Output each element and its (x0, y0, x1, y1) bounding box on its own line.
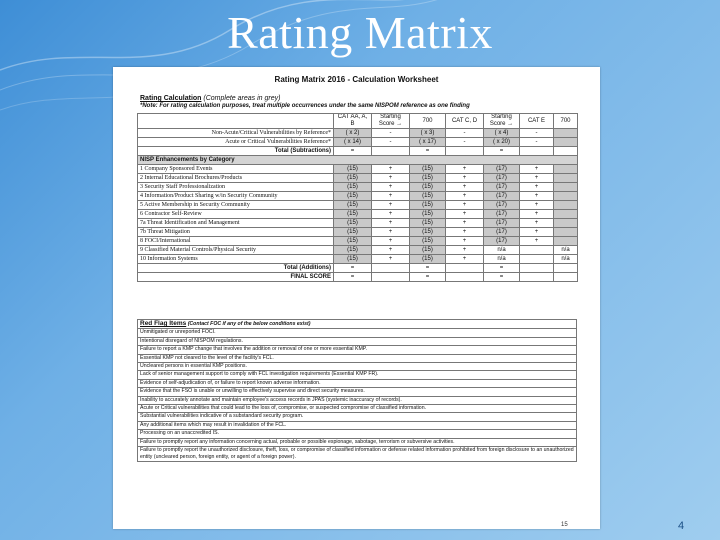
enh-op2: + (446, 210, 484, 219)
calc-note: *Note: For rating calculation purposes, treat multiple occurrences under the same NISPOM reference as one finding (140, 103, 470, 109)
enh-op1: + (372, 201, 410, 210)
enh-label: 7a Threat Identification and Management (138, 219, 334, 228)
calc-heading (140, 95, 280, 102)
enh-row (138, 174, 578, 183)
enh-end (554, 219, 578, 228)
total-add-v2: = (410, 264, 446, 273)
vuln-cat3[interactable]: ( x 4) (484, 129, 520, 138)
enh-v3[interactable]: (17) (484, 228, 520, 237)
document-page-number: 15 (561, 522, 568, 528)
enh-v3[interactable]: (17) (484, 210, 520, 219)
enh-op1: + (372, 174, 410, 183)
red-flag-item: Evidence that the FSO is unable or unwilling to effectively supervise and direct security measures. (138, 388, 577, 396)
enh-v1[interactable]: (15) (334, 174, 372, 183)
enh-v1[interactable]: (15) (334, 201, 372, 210)
enh-v1[interactable]: (15) (334, 246, 372, 255)
enh-label: 2 Internal Educational Brochures/Products (138, 174, 334, 183)
red-flag-header-row (138, 320, 577, 329)
enh-op3 (520, 255, 554, 264)
enh-label: 6 Contractor Self-Review (138, 210, 334, 219)
enh-label: 5 Active Membership in Security Community (138, 201, 334, 210)
enh-v3[interactable]: (17) (484, 174, 520, 183)
enh-end (554, 174, 578, 183)
red-flag-item: Failure to report a KMP change that involves the addition or removal of one or more essential KMP. (138, 346, 577, 354)
blank-cell (372, 147, 410, 156)
enh-op1: + (372, 255, 410, 264)
enh-op2: + (446, 219, 484, 228)
red-flag-note: (Contact FOC if any of the below conditions exist) (187, 321, 311, 327)
red-flag-item: Lack of senior management support to comply with FCL investigation requirements (Essential KMP FR). (138, 371, 577, 379)
enh-op3: + (520, 201, 554, 210)
vuln-op1: - (372, 138, 410, 147)
blank-cell (446, 147, 484, 156)
enh-v2[interactable]: (15) (410, 255, 446, 264)
vuln-op2: - (446, 129, 484, 138)
red-flag-item: Uncleared persons in essential KMP positions. (138, 363, 577, 371)
enh-row (138, 246, 578, 255)
vuln-op2: - (446, 138, 484, 147)
red-flag-item: Any additional items which may result in invalidation of the FCL. (138, 421, 577, 429)
enh-end (554, 228, 578, 237)
red-flag-item: Processing on an unaccredited IS. (138, 430, 577, 438)
total-add-v1: = (334, 264, 372, 273)
header-blank (138, 114, 334, 129)
red-flag-table (137, 319, 577, 462)
enh-label: 8 FOCI/International (138, 237, 334, 246)
enh-op3: + (520, 237, 554, 246)
enh-v3[interactable]: (17) (484, 201, 520, 210)
enh-v2[interactable]: (15) (410, 174, 446, 183)
enh-v2[interactable]: (15) (410, 237, 446, 246)
enh-v2[interactable]: (15) (410, 228, 446, 237)
enh-op2: + (446, 192, 484, 201)
red-flag-heading (138, 320, 577, 329)
enh-v1[interactable]: (15) (334, 183, 372, 192)
calc-heading-note: (Complete areas in grey) (203, 95, 281, 102)
vuln-end (554, 129, 578, 138)
enh-op1: + (372, 228, 410, 237)
enh-op1: + (372, 237, 410, 246)
enh-row (138, 255, 578, 264)
enh-row (138, 228, 578, 237)
enh-v2[interactable]: (15) (410, 210, 446, 219)
enh-op2: + (446, 237, 484, 246)
vuln-end (554, 138, 578, 147)
final-score-label: FINAL SCORE (138, 273, 334, 282)
red-flag-item: Essential KMP not cleared to the level of the facility's FCL. (138, 354, 577, 362)
enh-op3: + (520, 183, 554, 192)
worksheet-document (113, 67, 600, 529)
enh-row (138, 237, 578, 246)
vuln-row (138, 129, 578, 138)
enh-op1: + (372, 165, 410, 174)
vuln-label: Non-Acute/Critical Vulnerabilities by Reference* (138, 129, 334, 138)
enh-op3: + (520, 165, 554, 174)
vuln-label: Acute or Critical Vulnerabilities Reference* (138, 138, 334, 147)
enh-op3: + (520, 192, 554, 201)
blank-cell (372, 264, 410, 273)
enh-op1: + (372, 219, 410, 228)
enh-v3: n/a (484, 246, 520, 255)
final-score-row (138, 273, 578, 282)
enh-row (138, 219, 578, 228)
red-flag-item: Acute or Critical vulnerabilities that could lead to the loss of, compromise, or suspected compromise of classified information. (138, 405, 577, 413)
enh-label: 9 Classified Material Controls/Physical Security (138, 246, 334, 255)
enh-op2: + (446, 183, 484, 192)
enh-op2: + (446, 174, 484, 183)
enh-v2[interactable]: (15) (410, 201, 446, 210)
enh-row (138, 183, 578, 192)
vuln-cat1[interactable]: ( x 14) (334, 138, 372, 147)
final-v1: = (334, 273, 372, 282)
red-flag-item: Evidence of self-adjudication of, or failure to report known adverse information. (138, 379, 577, 387)
header-score3: 700 (554, 114, 578, 129)
header-score1: 700 (410, 114, 446, 129)
enh-v3: n/a (484, 255, 520, 264)
enh-v3[interactable]: (17) (484, 219, 520, 228)
red-flag-title: Red Flag Items (140, 320, 187, 327)
vuln-cat1[interactable]: ( x 2) (334, 129, 372, 138)
enh-op3: + (520, 219, 554, 228)
enh-v3[interactable]: (17) (484, 183, 520, 192)
blank-cell (554, 147, 578, 156)
enh-label: 3 Security Staff Professionalization (138, 183, 334, 192)
enh-v2[interactable]: (15) (410, 219, 446, 228)
header-start2: Starting Score → (484, 114, 520, 129)
blank-cell (446, 273, 484, 282)
slide-title: Rating Matrix (227, 7, 493, 58)
enh-v2[interactable]: (15) (410, 183, 446, 192)
enh-end: n/a (554, 246, 578, 255)
total-sub-v3: = (484, 147, 520, 156)
enh-op3: + (520, 174, 554, 183)
red-flag-item: Failure to promptly report the unauthorized disclosure, theft, loss, or compromise of classified information or defense related information prohibited from foreign disclosure to an unauthorized entity (uncleared person, foreign entity, or agent of a foreign power). (138, 447, 577, 462)
enh-end (554, 165, 578, 174)
enh-v1[interactable]: (15) (334, 219, 372, 228)
enh-v1[interactable]: (15) (334, 228, 372, 237)
blank-cell (554, 273, 578, 282)
enh-end (554, 183, 578, 192)
red-flag-item: Unmitigated or unreported FOCI. (138, 329, 577, 337)
red-flag-item: Inability to accurately annotate and maintain employee's access records in JPAS (systemic inaccuracy of records). (138, 396, 577, 404)
enh-v1[interactable]: (15) (334, 237, 372, 246)
enh-v1[interactable]: (15) (334, 192, 372, 201)
final-v3: = (484, 273, 520, 282)
enh-end (554, 201, 578, 210)
enh-label: 10 Information Systems (138, 255, 334, 264)
blank-cell (446, 264, 484, 273)
document-title: Rating Matrix 2016 - Calculation Worksheet (274, 75, 439, 84)
total-sub-v1: = (334, 147, 372, 156)
enh-op1: + (372, 210, 410, 219)
enh-op1: + (372, 246, 410, 255)
enh-op2: + (446, 228, 484, 237)
vuln-row (138, 138, 578, 147)
red-flag-item: Substantial vulnerabilities indicative of a substandard security program. (138, 413, 577, 421)
calc-heading-label: Rating Calculation (140, 95, 202, 102)
enh-op2: + (446, 165, 484, 174)
enh-op3 (520, 246, 554, 255)
enh-op1: + (372, 183, 410, 192)
blank-cell (520, 147, 554, 156)
slide-number: 4 (678, 520, 685, 532)
total-sub-row (138, 147, 578, 156)
header-cat3: CAT E (520, 114, 554, 129)
enh-v1[interactable]: (15) (334, 255, 372, 264)
enh-v1[interactable]: (15) (334, 165, 372, 174)
enh-label: 7b Threat Mitigation (138, 228, 334, 237)
red-flag-item: Failure to promptly report any information concerning actual, probable or possible espionage, sabotage, terrorism or subversive activities. (138, 438, 577, 446)
enh-v3[interactable]: (17) (484, 165, 520, 174)
enh-op1: + (372, 192, 410, 201)
enh-end (554, 237, 578, 246)
blank-cell (520, 273, 554, 282)
enh-op3: + (520, 210, 554, 219)
vuln-op3: - (520, 129, 554, 138)
total-sub-v2: = (410, 147, 446, 156)
enh-header-row (138, 156, 578, 165)
enh-op2: + (446, 201, 484, 210)
enh-v1[interactable]: (15) (334, 210, 372, 219)
enh-header: NISP Enhancements by Category (138, 156, 578, 165)
enh-op2: + (446, 246, 484, 255)
enh-end (554, 192, 578, 201)
enh-row (138, 165, 578, 174)
header-cat2: CAT C, D (446, 114, 484, 129)
vuln-cat2[interactable]: ( x 17) (410, 138, 446, 147)
enh-row (138, 210, 578, 219)
enh-row (138, 192, 578, 201)
header-cat1: CAT AA, A, B (334, 114, 372, 129)
enh-end (554, 210, 578, 219)
vuln-cat2[interactable]: ( x 3) (410, 129, 446, 138)
enh-label: 4 Information/Product Sharing w/in Security Community (138, 192, 334, 201)
calc-header-row (138, 114, 578, 129)
total-add-row (138, 264, 578, 273)
enh-v3[interactable]: (17) (484, 192, 520, 201)
header-start1: Starting Score → (372, 114, 410, 129)
enh-op3: + (520, 228, 554, 237)
vuln-cat3[interactable]: ( x 20) (484, 138, 520, 147)
calculation-table (137, 113, 578, 282)
total-add-label: Total (Additions) (138, 264, 334, 273)
vuln-op1: - (372, 129, 410, 138)
blank-cell (372, 273, 410, 282)
enh-v2[interactable]: (15) (410, 192, 446, 201)
total-add-v3: = (484, 264, 520, 273)
enh-v2[interactable]: (15) (410, 246, 446, 255)
vuln-op3: - (520, 138, 554, 147)
red-flag-item: Intentional disregard of NISPOM regulations. (138, 337, 577, 345)
enh-v2[interactable]: (15) (410, 165, 446, 174)
blank-cell (520, 264, 554, 273)
enh-row (138, 201, 578, 210)
enh-end: n/a (554, 255, 578, 264)
total-sub-label: Total (Subtractions) (138, 147, 334, 156)
final-v2: = (410, 273, 446, 282)
enh-label: 1 Company Sponsored Events (138, 165, 334, 174)
enh-op2: + (446, 255, 484, 264)
blank-cell (554, 264, 578, 273)
enh-v3[interactable]: (17) (484, 237, 520, 246)
